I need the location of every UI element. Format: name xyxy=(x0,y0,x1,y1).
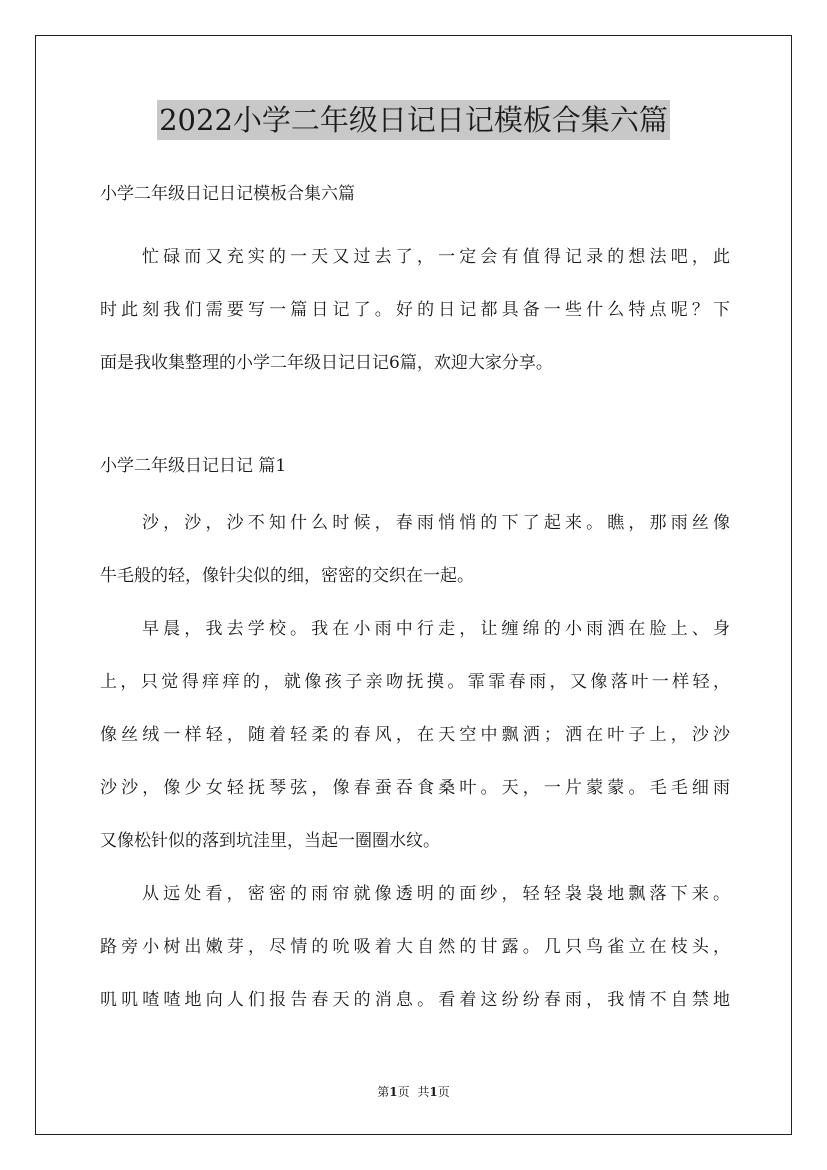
diary-body xyxy=(100,497,730,1027)
paragraph-line: 路旁小树出嫩芽，尽情的吮吸着大自然的甘露。几只鸟雀立在枝头， xyxy=(100,937,730,957)
document-title: 2022小学二年级日记日记模板合集六篇 xyxy=(157,100,670,140)
total-pages: 1 xyxy=(429,1085,438,1099)
paragraph-line: 早晨，我去学校。我在小雨中行走，让缠绵的小雨洒在脸上、身 xyxy=(142,619,730,639)
section-heading: 小学二年级日记日记 篇1 xyxy=(100,456,287,476)
intro-line: 忙碌而又充实的一天又过去了，一定会有值得记录的想法吧，此 xyxy=(142,247,730,267)
paragraph xyxy=(100,868,730,1027)
page-suffix: 页 xyxy=(397,1085,410,1099)
intro-paragraph xyxy=(100,231,730,390)
page-prefix: 第 xyxy=(377,1085,390,1099)
title-container xyxy=(0,100,827,140)
paragraph-line: 沙沙，像少女轻抚琴弦，像春蚕吞食桑叶。天，一片蒙蒙。毛毛细雨 xyxy=(100,778,730,798)
paragraph-line: 沙，沙，沙不知什么时候，春雨悄悄的下了起来。瞧，那雨丝像 xyxy=(142,513,730,533)
paragraph xyxy=(100,603,730,868)
page-number: 1 xyxy=(389,1085,398,1099)
paragraph-line: 又像松针似的落到坑洼里，当起一圈圈水纹。 xyxy=(100,831,440,851)
paragraph-line: 牛毛般的轻，像针尖似的细，密密的交织在一起。 xyxy=(100,566,474,586)
paragraph-line: 从远处看，密密的雨帘就像透明的面纱，轻轻袅袅地飘落下来。 xyxy=(142,884,730,904)
paragraph-line: 像丝绒一样轻，随着轻柔的春风，在天空中飘洒；洒在叶子上，沙沙 xyxy=(100,725,730,745)
page-footer xyxy=(0,1084,827,1100)
paragraph xyxy=(100,497,730,603)
document-subtitle: 小学二年级日记日记模板合集六篇 xyxy=(100,184,355,204)
intro-line: 面是我收集整理的小学二年级日记日记6篇，欢迎大家分享。 xyxy=(100,353,553,373)
paragraph-line: 上，只觉得痒痒的，就像孩子亲吻抚摸。霏霏春雨，又像落叶一样轻， xyxy=(100,672,730,692)
intro-line: 时此刻我们需要写一篇日记了。好的日记都具备一些什么特点呢？下 xyxy=(100,300,730,320)
total-suffix: 页 xyxy=(437,1085,450,1099)
total-prefix: 共 xyxy=(417,1085,430,1099)
paragraph-line: 叽叽喳喳地向人们报告春天的消息。看着这纷纷春雨，我情不自禁地 xyxy=(100,990,730,1010)
